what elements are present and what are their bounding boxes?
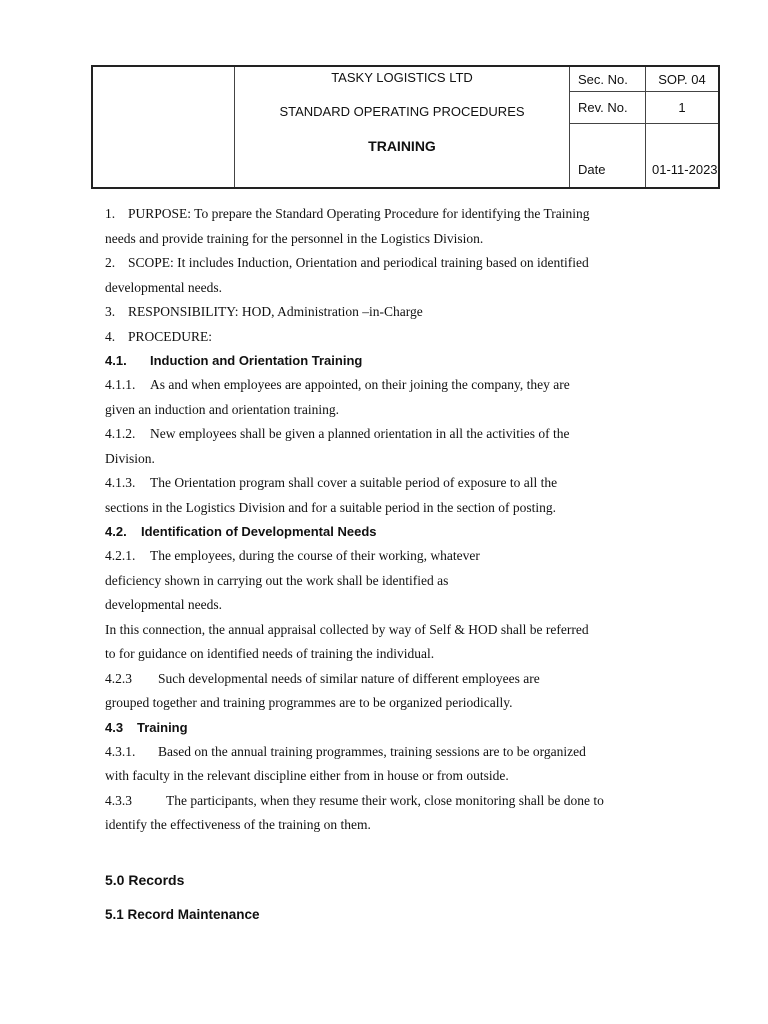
- document-header-table: [91, 65, 720, 189]
- para-4-1-1-line-1: [105, 373, 645, 398]
- sec-no-label: Sec. No.: [570, 66, 646, 92]
- procedure-text: PROCEDURE:: [128, 328, 213, 344]
- purpose-line-2: needs and provide training for the personnel in the Logistics Division.: [105, 230, 484, 246]
- heading-number: 4.3: [105, 719, 124, 735]
- scope-line-2: developmental needs.: [105, 279, 222, 295]
- heading-4-3: [105, 716, 645, 740]
- heading-5-1-record-maintenance: 5.1 Record Maintenance: [105, 907, 260, 922]
- section-number: 3.: [105, 304, 116, 319]
- para-4-2-1-line-1: [105, 544, 645, 569]
- sec-no-value: SOP. 04: [646, 66, 720, 92]
- logo-cell: [92, 66, 235, 188]
- company-name: TASKY LOGISTICS LTD: [331, 70, 473, 85]
- clause-number: 4.2.3: [105, 670, 132, 686]
- heading-number: 4.1.: [105, 353, 127, 368]
- document-type: STANDARD OPERATING PROCEDURES: [279, 104, 525, 119]
- para-4-1-3-line-2: sections in the Logistics Division and for a suitable period in the section of posting.: [105, 499, 557, 515]
- scope-text: SCOPE: It includes Induction, Orientation and periodical training based on identified: [128, 255, 589, 270]
- clause-number: 4.3.3: [105, 792, 132, 808]
- clause-text: The Orientation program shall cover a suitable period of exposure to all the: [150, 475, 558, 490]
- clause-text: Such developmental needs of similar nature of different employees are: [158, 670, 540, 686]
- title-cell: [235, 66, 570, 188]
- date-label: Date: [570, 124, 646, 189]
- document-title: TRAINING: [368, 138, 436, 154]
- para-4-1-2-line-1: [105, 422, 645, 447]
- para-4-2-1-line-5: to for guidance on identified needs of training the individual.: [105, 646, 435, 661]
- purpose-line-1: [105, 202, 645, 227]
- purpose-text: PURPOSE: To prepare the Standard Operating Procedure for identifying the Training: [128, 206, 590, 221]
- para-4-2-3-line-1: [105, 667, 645, 692]
- para-4-3-1-line-1: [105, 740, 645, 765]
- clause-text: As and when employees are appointed, on their joining the company, they are: [150, 377, 570, 392]
- clause-number: 4.1.1.: [105, 377, 136, 392]
- section-number: 2.: [105, 255, 116, 270]
- heading-title: Identification of Developmental Needs: [141, 524, 377, 539]
- para-4-3-3-line-1: [105, 789, 645, 814]
- rev-no-label: Rev. No.: [570, 92, 646, 124]
- clause-number: 4.1.3.: [105, 475, 136, 490]
- para-4-2-3-line-2: grouped together and training programmes are to be organized periodically.: [105, 695, 513, 710]
- document-body: [105, 202, 645, 838]
- clause-text: The employees, during the course of their working, whatever: [150, 548, 480, 563]
- clause-number: 4.2.1.: [105, 548, 136, 563]
- section-number: 1.: [105, 206, 116, 221]
- clause-number: 4.1.2.: [105, 426, 136, 441]
- heading-number: 4.2.: [105, 524, 127, 539]
- para-4-3-1-line-2: with faculty in the relevant discipline either from in house or from outside.: [105, 768, 509, 783]
- section-number: 4.: [105, 328, 116, 344]
- heading-5-0-records: 5.0 Records: [105, 872, 185, 888]
- scope-line-1: [105, 251, 645, 276]
- para-4-1-3-line-1: [105, 471, 645, 496]
- para-4-1-1-line-2: given an induction and orientation training.: [105, 401, 339, 417]
- para-4-3-3-line-2: identify the effectiveness of the training on them.: [105, 817, 371, 832]
- responsibility-line: [105, 300, 645, 325]
- procedure-line: [105, 325, 645, 350]
- clause-text: Based on the annual training programmes, training sessions are to be organized: [158, 743, 586, 759]
- para-4-2-1-line-2: deficiency shown in carrying out the work shall be identified as: [105, 572, 449, 588]
- clause-text: The participants, when they resume their work, close monitoring shall be done to: [166, 792, 604, 808]
- heading-4-1: [105, 349, 645, 373]
- rev-no-value: 1: [646, 92, 720, 124]
- responsibility-text: RESPONSIBILITY: HOD, Administration –in-Charge: [128, 304, 423, 319]
- para-4-1-2-line-2: Division.: [105, 450, 155, 466]
- heading-4-2: [105, 520, 645, 544]
- heading-title: Induction and Orientation Training: [150, 353, 363, 368]
- para-4-2-1-line-4: In this connection, the annual appraisal collected by way of Self & HOD shall be referred: [105, 621, 589, 637]
- clause-number: 4.3.1.: [105, 743, 136, 759]
- clause-text: New employees shall be given a planned orientation in all the activities of the: [150, 426, 570, 441]
- date-value: 01-11-2023: [646, 124, 720, 189]
- heading-title: Training: [137, 719, 188, 735]
- para-4-2-1-line-3: developmental needs.: [105, 597, 222, 612]
